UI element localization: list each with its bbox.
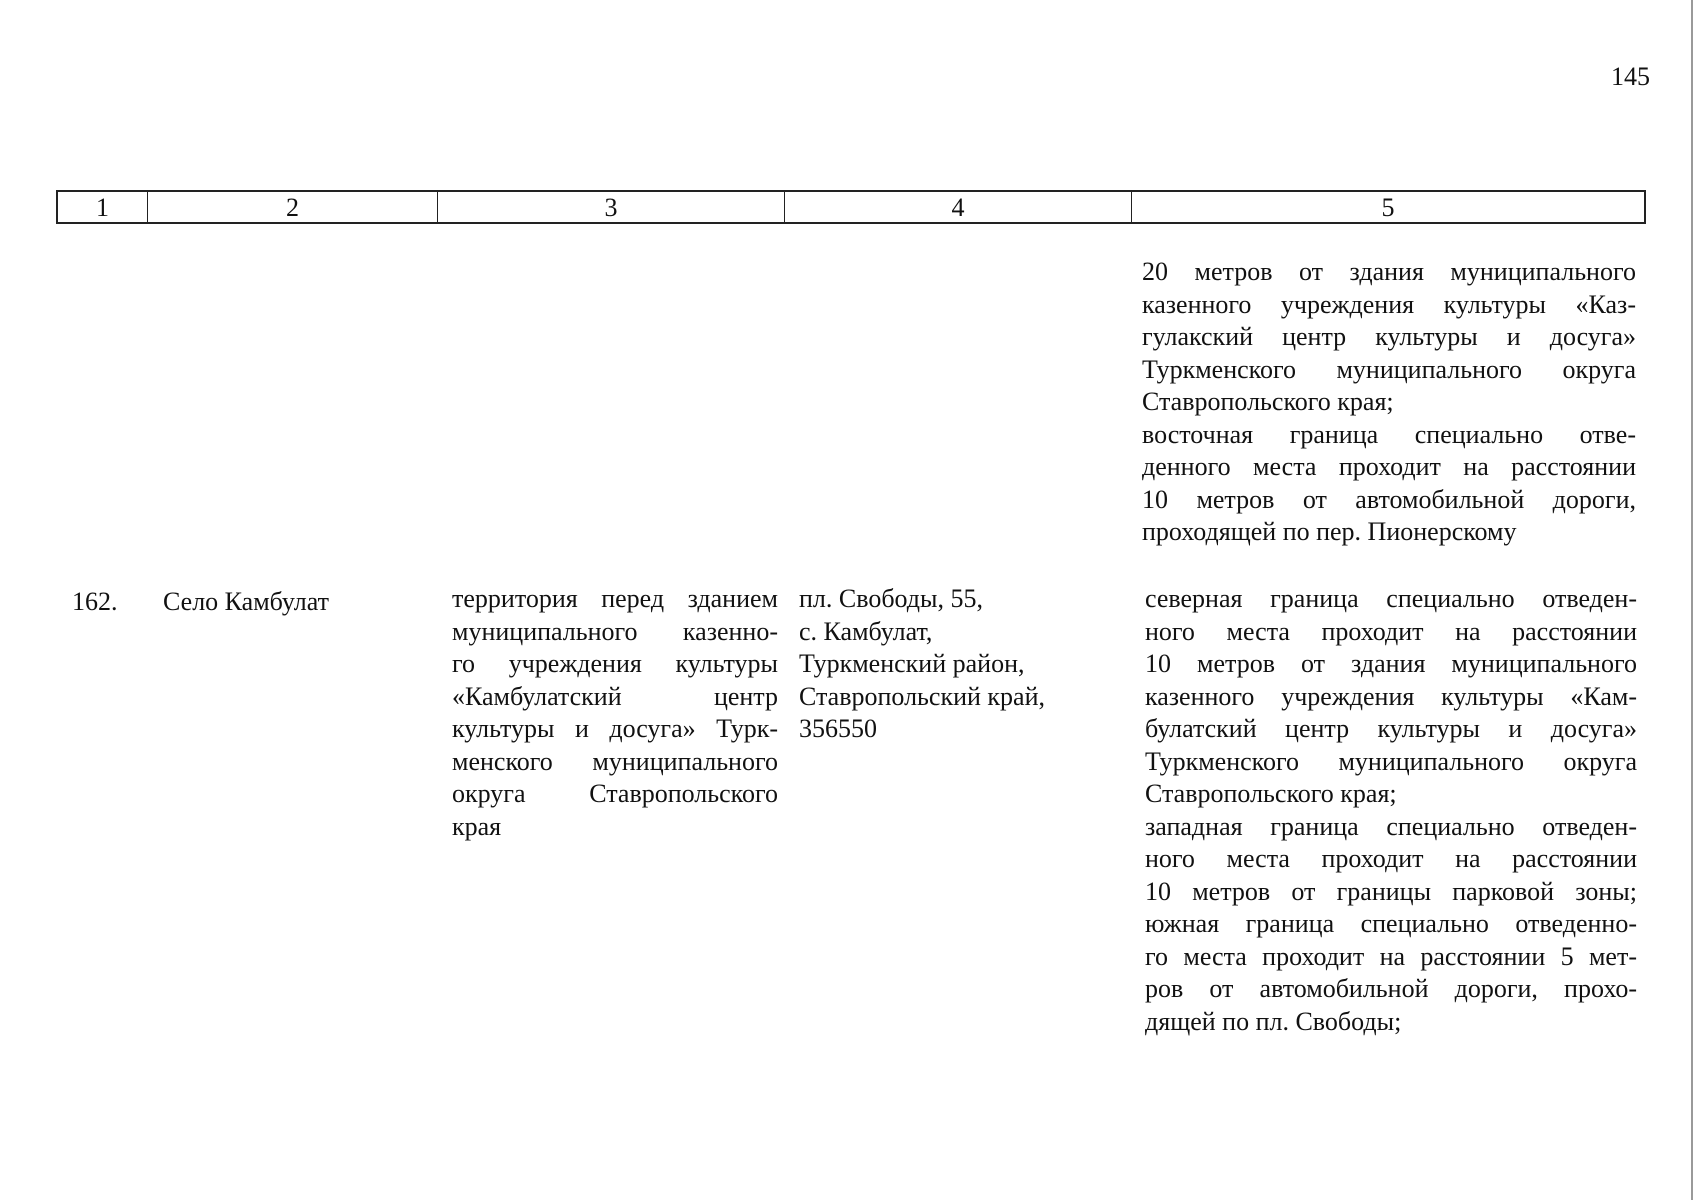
settlement-name: Село Камбулат: [163, 587, 329, 616]
text-line: казенного учреждения культуры «Кам-: [1145, 681, 1637, 711]
text-line: 10 метров от автомобильной дороги,: [1142, 484, 1636, 514]
continuation-boundaries: [1142, 256, 1636, 549]
text-line: западная граница специально отведен-: [1145, 811, 1637, 841]
text-line: го места проходит на расстоянии 5 мет-: [1145, 941, 1637, 971]
text-line: Ставропольский край,: [799, 681, 1045, 711]
place-boundaries: [1145, 583, 1637, 1038]
text-line: 20 метров от здания муниципального: [1142, 257, 1636, 286]
row-number: 162.: [72, 587, 118, 616]
text-line: булатский центр культуры и досуга»: [1145, 714, 1637, 743]
text-line: северная граница специально отведен-: [1145, 584, 1637, 613]
text-line: восточная граница специально отве-: [1142, 419, 1636, 449]
text-line: менского муниципального: [452, 746, 778, 776]
text-line: пл. Свободы, 55,: [799, 584, 984, 613]
text-line: 356550: [799, 714, 877, 743]
text-line: Туркменского муниципального округа: [1145, 746, 1637, 776]
header-col-5: 5: [1381, 193, 1395, 222]
scan-edge-line: [1691, 0, 1693, 1200]
text-line: ров от автомобильной дороги, прохо-: [1145, 974, 1637, 1003]
text-line: Туркменского муниципального округа: [1142, 354, 1636, 384]
text-line: ного места проходит на расстоянии: [1145, 616, 1637, 646]
text-line: округа Ставропольского: [452, 779, 778, 808]
header-col-3: 3: [438, 192, 785, 222]
text-line: 10 метров от границы парковой зоны;: [1145, 876, 1637, 906]
text-line: 10 метров от здания муниципального: [1145, 649, 1637, 678]
text-line: с. Камбулат,: [799, 616, 933, 646]
header-col-1: 1: [58, 192, 148, 222]
location-description: [452, 583, 778, 843]
text-line: го учреждения культуры: [452, 649, 778, 678]
text-line: казенного учреждения культуры «Каз-: [1142, 289, 1636, 319]
text-line: культуры и досуга» Турк-: [452, 714, 778, 743]
text-line: края: [452, 811, 502, 841]
address: [799, 583, 1099, 746]
text-line: южная граница специально отведенно-: [1145, 909, 1637, 938]
text-line: денного места проходит на расстоянии: [1142, 452, 1636, 481]
text-line: муниципального казенно-: [452, 616, 778, 646]
page-number: 145: [1611, 62, 1650, 91]
text-line: Ставропольского края;: [1142, 387, 1394, 416]
text-line: Туркменский район,: [799, 649, 1025, 678]
header-col-2: 2: [148, 192, 438, 222]
text-line: Ставропольского края;: [1145, 779, 1397, 808]
column-number-header: [56, 190, 1646, 224]
text-line: гулакский центр культуры и досуга»: [1142, 322, 1636, 351]
text-line: дящей по пл. Свободы;: [1145, 1006, 1402, 1036]
text-line: ного места проходит на расстоянии: [1145, 844, 1637, 873]
text-line: проходящей по пер. Пионерскому: [1142, 517, 1517, 546]
text-line: «Камбулатский центр: [452, 681, 778, 711]
text-line: территория перед зданием: [452, 584, 778, 613]
header-col-4: 4: [785, 192, 1132, 222]
